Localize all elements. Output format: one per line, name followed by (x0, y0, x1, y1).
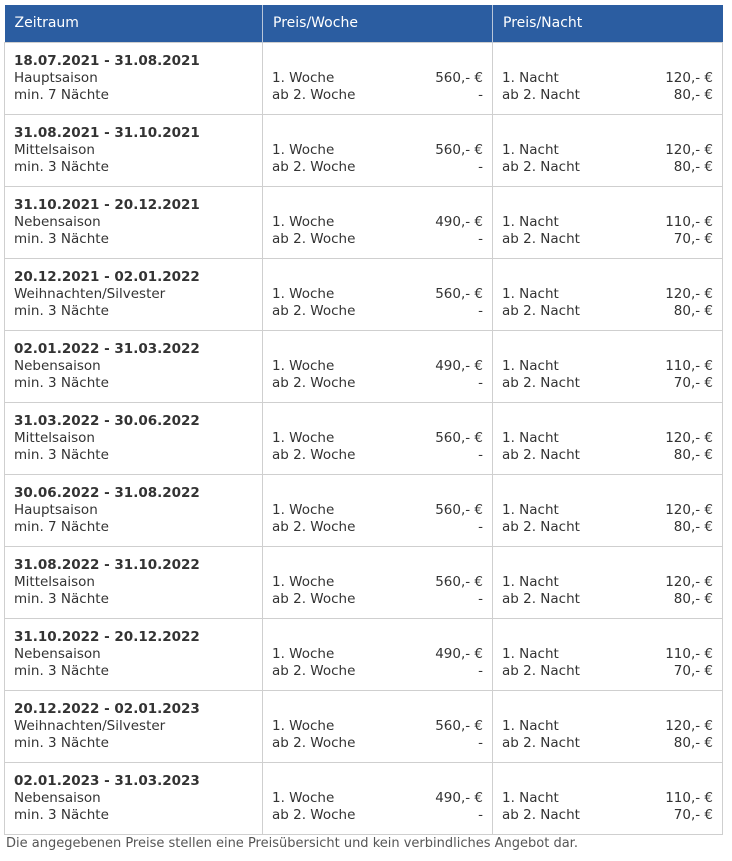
season-name: Hauptsaison (14, 69, 98, 86)
night1-row (502, 286, 713, 303)
week1-row (272, 502, 483, 519)
week1-row (272, 718, 483, 735)
night2-price: 80,- € (673, 158, 713, 175)
night1-label: 1. Nacht (502, 789, 559, 806)
night-price-cell (493, 546, 723, 618)
period-cell (5, 690, 263, 762)
season-name: Nebensaison (14, 789, 101, 806)
night-price-cell (493, 330, 723, 402)
night1-label: 1. Nacht (502, 645, 559, 662)
period-cell (5, 618, 263, 690)
season-name: Mittelsaison (14, 573, 95, 590)
week1-price: 560,- € (435, 501, 483, 518)
week1-price: 490,- € (435, 789, 483, 806)
night2-row (502, 303, 713, 320)
min-nights: min. 7 Nächte (14, 518, 109, 535)
week1-price: 560,- € (435, 285, 483, 302)
week1-price: 490,- € (435, 213, 483, 230)
night2-row (502, 159, 713, 176)
week2-label: ab 2. Woche (272, 734, 356, 751)
week2-label: ab 2. Woche (272, 662, 356, 679)
week1-price: 490,- € (435, 357, 483, 374)
week2-row (272, 375, 483, 392)
week2-label: ab 2. Woche (272, 446, 356, 463)
week2-label: ab 2. Woche (272, 86, 356, 103)
week2-label: ab 2. Woche (272, 158, 356, 175)
night-price-cell (493, 42, 723, 114)
week-price-cell (263, 42, 493, 114)
night2-row (502, 375, 713, 392)
night2-label: ab 2. Nacht (502, 734, 580, 751)
night1-row (502, 790, 713, 807)
week1-price: 560,- € (435, 429, 483, 446)
week1-label: 1. Woche (272, 429, 335, 446)
night-price-cell (493, 258, 723, 330)
night1-label: 1. Nacht (502, 717, 559, 734)
week1-label: 1. Woche (272, 285, 335, 302)
week-price-cell (263, 618, 493, 690)
week2-row (272, 87, 483, 104)
period-dates: 31.10.2022 - 20.12.2022 (14, 628, 200, 645)
night1-row (502, 214, 713, 231)
week1-price: 560,- € (435, 141, 483, 158)
night2-label: ab 2. Nacht (502, 302, 580, 319)
week2-row (272, 519, 483, 536)
period-dates: 20.12.2021 - 02.01.2022 (14, 268, 200, 285)
period-cell (5, 474, 263, 546)
week2-price: - (478, 518, 483, 535)
night1-label: 1. Nacht (502, 573, 559, 590)
night1-price: 120,- € (665, 501, 713, 518)
week2-price: - (478, 734, 483, 751)
night1-row (502, 646, 713, 663)
night2-price: 80,- € (673, 590, 713, 607)
night2-label: ab 2. Nacht (502, 590, 580, 607)
min-nights: min. 3 Nächte (14, 374, 109, 391)
min-nights: min. 3 Nächte (14, 806, 109, 823)
week2-price: - (478, 86, 483, 103)
week-price-cell (263, 690, 493, 762)
table-row (5, 402, 723, 474)
period-dates: 02.01.2023 - 31.03.2023 (14, 772, 200, 789)
night-price-cell (493, 186, 723, 258)
week1-label: 1. Woche (272, 717, 335, 734)
header-period: Zeitraum (5, 5, 263, 42)
night1-price: 120,- € (665, 717, 713, 734)
week1-label: 1. Woche (272, 501, 335, 518)
period-cell (5, 258, 263, 330)
period-cell (5, 546, 263, 618)
table-row (5, 618, 723, 690)
night1-label: 1. Nacht (502, 429, 559, 446)
week1-label: 1. Woche (272, 141, 335, 158)
night2-label: ab 2. Nacht (502, 662, 580, 679)
night2-label: ab 2. Nacht (502, 230, 580, 247)
night2-row (502, 519, 713, 536)
night1-row (502, 70, 713, 87)
night1-label: 1. Nacht (502, 501, 559, 518)
period-dates: 31.08.2021 - 31.10.2021 (14, 124, 200, 141)
night-price-cell (493, 474, 723, 546)
night1-label: 1. Nacht (502, 285, 559, 302)
week1-label: 1. Woche (272, 789, 335, 806)
week1-label: 1. Woche (272, 573, 335, 590)
price-table (4, 5, 723, 835)
week-price-cell (263, 546, 493, 618)
night2-price: 80,- € (673, 518, 713, 535)
week2-price: - (478, 158, 483, 175)
price-table-container (4, 5, 722, 835)
night1-row (502, 142, 713, 159)
night1-row (502, 430, 713, 447)
period-dates: 31.08.2022 - 31.10.2022 (14, 556, 200, 573)
night2-label: ab 2. Nacht (502, 158, 580, 175)
week2-price: - (478, 662, 483, 679)
week1-label: 1. Woche (272, 645, 335, 662)
table-header (5, 5, 723, 42)
week2-row (272, 591, 483, 608)
week2-row (272, 447, 483, 464)
table-row (5, 114, 723, 186)
week2-price: - (478, 302, 483, 319)
week1-row (272, 142, 483, 159)
season-name: Weihnachten/Silvester (14, 717, 166, 734)
week2-row (272, 663, 483, 680)
night1-price: 120,- € (665, 285, 713, 302)
night1-row (502, 718, 713, 735)
week2-label: ab 2. Woche (272, 302, 356, 319)
night1-price: 110,- € (665, 645, 713, 662)
night2-label: ab 2. Nacht (502, 446, 580, 463)
night2-price: 70,- € (673, 374, 713, 391)
night1-label: 1. Nacht (502, 69, 559, 86)
night2-price: 80,- € (673, 734, 713, 751)
week1-label: 1. Woche (272, 69, 335, 86)
period-dates: 30.06.2022 - 31.08.2022 (14, 484, 200, 501)
night1-row (502, 574, 713, 591)
week1-label: 1. Woche (272, 213, 335, 230)
week1-label: 1. Woche (272, 357, 335, 374)
season-name: Mittelsaison (14, 141, 95, 158)
week1-row (272, 646, 483, 663)
night-price-cell (493, 114, 723, 186)
week1-row (272, 574, 483, 591)
min-nights: min. 3 Nächte (14, 230, 109, 247)
period-cell (5, 330, 263, 402)
week1-row (272, 70, 483, 87)
period-cell (5, 42, 263, 114)
night-price-cell (493, 690, 723, 762)
week-price-cell (263, 474, 493, 546)
table-body (5, 42, 723, 834)
night2-row (502, 807, 713, 824)
season-name: Nebensaison (14, 357, 101, 374)
week1-row (272, 358, 483, 375)
night2-row (502, 591, 713, 608)
period-dates: 31.10.2021 - 20.12.2021 (14, 196, 200, 213)
season-name: Hauptsaison (14, 501, 98, 518)
week2-row (272, 159, 483, 176)
period-dates: 18.07.2021 - 31.08.2021 (14, 52, 200, 69)
period-cell (5, 762, 263, 834)
night1-row (502, 502, 713, 519)
header-price-week: Preis/Woche (263, 5, 493, 42)
week1-price: 560,- € (435, 717, 483, 734)
week2-row (272, 735, 483, 752)
night1-price: 110,- € (665, 213, 713, 230)
night2-price: 70,- € (673, 230, 713, 247)
night1-label: 1. Nacht (502, 357, 559, 374)
period-cell (5, 114, 263, 186)
table-row (5, 330, 723, 402)
night1-price: 120,- € (665, 429, 713, 446)
night1-label: 1. Nacht (502, 213, 559, 230)
min-nights: min. 3 Nächte (14, 446, 109, 463)
season-name: Nebensaison (14, 213, 101, 230)
season-name: Nebensaison (14, 645, 101, 662)
night2-label: ab 2. Nacht (502, 86, 580, 103)
footnote: Die angegebenen Preise stellen eine Preisübersicht und kein verbindliches Angebot dar. (6, 836, 578, 851)
night2-label: ab 2. Nacht (502, 518, 580, 535)
night-price-cell (493, 402, 723, 474)
table-row (5, 546, 723, 618)
night2-row (502, 87, 713, 104)
min-nights: min. 3 Nächte (14, 590, 109, 607)
week2-label: ab 2. Woche (272, 518, 356, 535)
week2-row (272, 303, 483, 320)
week1-row (272, 430, 483, 447)
min-nights: min. 3 Nächte (14, 302, 109, 319)
week1-row (272, 790, 483, 807)
season-name: Weihnachten/Silvester (14, 285, 166, 302)
night1-label: 1. Nacht (502, 141, 559, 158)
night1-row (502, 358, 713, 375)
night1-price: 110,- € (665, 789, 713, 806)
period-dates: 20.12.2022 - 02.01.2023 (14, 700, 200, 717)
week2-price: - (478, 806, 483, 823)
night2-price: 80,- € (673, 86, 713, 103)
night2-price: 70,- € (673, 662, 713, 679)
header-price-night: Preis/Nacht (493, 5, 723, 42)
night2-row (502, 447, 713, 464)
night2-row (502, 663, 713, 680)
night2-price: 80,- € (673, 302, 713, 319)
night1-price: 120,- € (665, 69, 713, 86)
table-row (5, 42, 723, 114)
week-price-cell (263, 114, 493, 186)
week1-row (272, 286, 483, 303)
night-price-cell (493, 618, 723, 690)
table-row (5, 258, 723, 330)
header-row (5, 5, 723, 42)
week-price-cell (263, 330, 493, 402)
week2-row (272, 231, 483, 248)
week1-row (272, 214, 483, 231)
week2-price: - (478, 374, 483, 391)
table-row (5, 690, 723, 762)
night-price-cell (493, 762, 723, 834)
min-nights: min. 3 Nächte (14, 662, 109, 679)
table-row (5, 474, 723, 546)
period-cell (5, 186, 263, 258)
week-price-cell (263, 762, 493, 834)
week2-price: - (478, 446, 483, 463)
table-row (5, 762, 723, 834)
period-dates: 02.01.2022 - 31.03.2022 (14, 340, 200, 357)
week2-label: ab 2. Woche (272, 230, 356, 247)
night2-row (502, 231, 713, 248)
min-nights: min. 3 Nächte (14, 734, 109, 751)
week2-price: - (478, 590, 483, 607)
week2-label: ab 2. Woche (272, 806, 356, 823)
period-dates: 31.03.2022 - 30.06.2022 (14, 412, 200, 429)
night1-price: 120,- € (665, 141, 713, 158)
night2-price: 70,- € (673, 806, 713, 823)
season-name: Mittelsaison (14, 429, 95, 446)
week2-label: ab 2. Woche (272, 374, 356, 391)
week-price-cell (263, 402, 493, 474)
week2-price: - (478, 230, 483, 247)
night1-price: 110,- € (665, 357, 713, 374)
week-price-cell (263, 258, 493, 330)
night1-price: 120,- € (665, 573, 713, 590)
min-nights: min. 7 Nächte (14, 86, 109, 103)
min-nights: min. 3 Nächte (14, 158, 109, 175)
night2-label: ab 2. Nacht (502, 806, 580, 823)
week1-price: 560,- € (435, 69, 483, 86)
night2-label: ab 2. Nacht (502, 374, 580, 391)
week2-row (272, 807, 483, 824)
week1-price: 490,- € (435, 645, 483, 662)
night2-price: 80,- € (673, 446, 713, 463)
week-price-cell (263, 186, 493, 258)
period-cell (5, 402, 263, 474)
week1-price: 560,- € (435, 573, 483, 590)
night2-row (502, 735, 713, 752)
week2-label: ab 2. Woche (272, 590, 356, 607)
table-row (5, 186, 723, 258)
